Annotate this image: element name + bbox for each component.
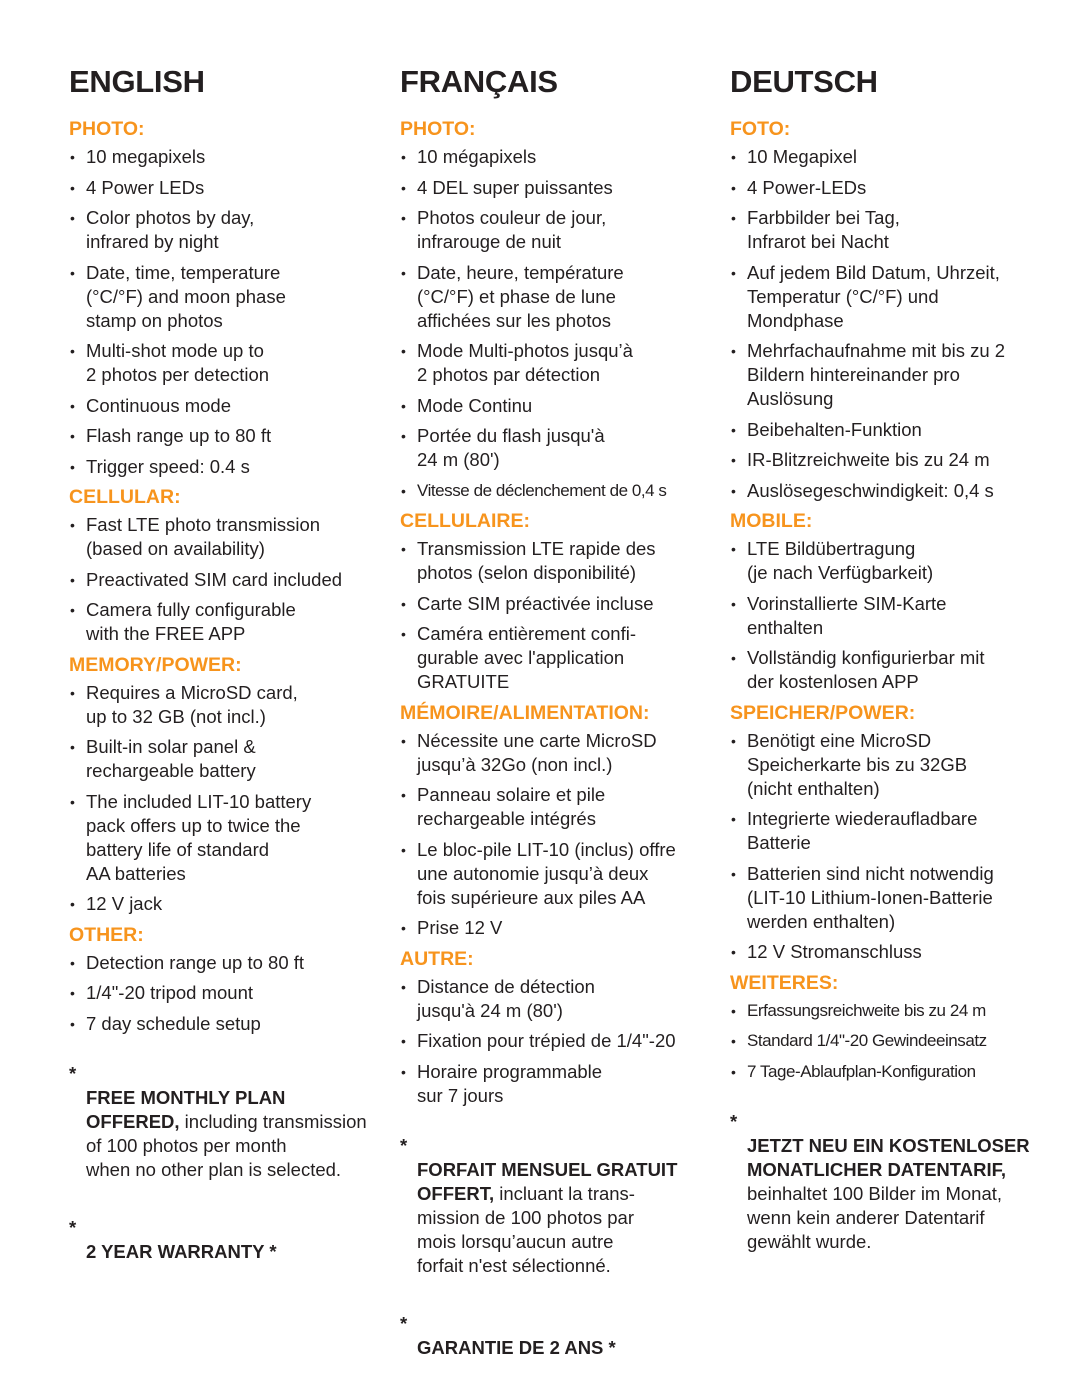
warranty-text: GARANTIE DE 2 ANS *	[417, 1336, 616, 1358]
bullet-icon: •	[70, 793, 75, 810]
list-item-text: Flash range up to 80 ft	[86, 425, 272, 446]
warranty-note	[400, 1312, 700, 1360]
list-item-text: Vorinstallierte SIM-Karte enthalten	[747, 592, 947, 638]
section-title: PHOTO:	[69, 118, 145, 140]
bullet-icon: •	[70, 517, 75, 533]
bullet-icon: •	[731, 210, 736, 226]
section-photo	[730, 117, 1050, 503]
section-other	[730, 971, 1050, 1084]
asterisk-icon: *	[400, 1312, 408, 1334]
list-item-text: Horaire programmable sur 7 jours	[417, 1060, 603, 1106]
list-item	[400, 783, 700, 831]
bullet-icon: •	[731, 452, 736, 468]
list-item	[69, 513, 369, 561]
warranty-note	[69, 1216, 369, 1264]
section-other	[69, 923, 369, 1036]
bullet-icon: •	[70, 458, 75, 475]
list-item	[400, 592, 700, 616]
list-item	[400, 479, 700, 503]
list-item-text: Auslösegeschwindigkeit: 0,4 s	[747, 479, 994, 501]
list-item	[69, 176, 369, 200]
bullet-icon: •	[401, 428, 406, 444]
bullet-list	[400, 975, 700, 1108]
free-plan-headline: FREE MONTHLY PLAN OFFERED,	[86, 1086, 286, 1132]
list-item-text: 7 day schedule setup	[86, 1012, 261, 1034]
bullet-list	[730, 999, 1050, 1084]
asterisk-icon: *	[69, 1062, 77, 1084]
list-item	[730, 862, 1050, 934]
list-item	[400, 176, 700, 200]
list-item-text: 12 V Stromanschluss	[747, 941, 922, 962]
section-memory-power	[400, 701, 700, 941]
list-item	[69, 790, 369, 886]
list-item	[730, 999, 1050, 1023]
list-item-text: Caméra entièrement confi- gurable avec l'application GRATUITE	[417, 623, 637, 692]
free-plan-note	[730, 1110, 1050, 1254]
bullet-icon: •	[401, 149, 406, 165]
bullet-icon: •	[401, 482, 406, 499]
bullet-list	[730, 537, 1050, 694]
list-item	[400, 206, 700, 254]
section-memory-power	[69, 653, 369, 917]
list-item	[69, 568, 369, 592]
section-title: AUTRE:	[400, 947, 474, 970]
list-item	[69, 145, 369, 169]
bullet-icon: •	[731, 149, 736, 165]
list-item-text: Camera fully configurable with the FREE APP	[86, 599, 296, 644]
bullet-icon: •	[731, 343, 736, 359]
list-item	[730, 339, 1050, 411]
list-item	[400, 145, 700, 169]
list-item	[400, 394, 700, 418]
bullet-icon: •	[731, 421, 736, 438]
list-item	[400, 622, 700, 694]
free-plan-details: incluant la trans- mission de 100 photos par mois lorsqu’aucun autre forfait n'est sélectionné.	[417, 1182, 635, 1276]
list-item	[400, 1060, 700, 1108]
bullet-icon: •	[401, 343, 406, 359]
list-item	[730, 206, 1050, 254]
bullet-icon: •	[70, 985, 75, 1001]
list-item-text: Photos couleur de jour, infrarouge de nuit	[417, 207, 607, 252]
bullet-list	[69, 681, 369, 917]
list-item	[730, 176, 1050, 200]
bullet-icon: •	[401, 541, 406, 557]
column-title-english: ENGLISH	[69, 64, 205, 99]
list-item	[730, 1060, 1050, 1084]
bullet-icon: •	[401, 210, 406, 226]
list-item-text: LTE Bildübertragung (je nach Verfügbarkeit)	[747, 538, 934, 583]
list-item-text: Continuous mode	[86, 394, 232, 416]
section-cellular	[69, 485, 369, 646]
bullet-list	[400, 729, 700, 941]
list-item-text: 7 Tage-Ablaufplan-Konfiguration	[747, 1061, 976, 1081]
list-item	[730, 261, 1050, 333]
bullet-icon: •	[731, 1033, 736, 1049]
bullet-icon: •	[731, 944, 736, 960]
list-item-text: Mode Continu	[417, 394, 533, 416]
bullet-icon: •	[731, 179, 736, 196]
bullet-icon: •	[731, 1002, 736, 1019]
section-title: MOBILE:	[730, 510, 813, 532]
list-item	[69, 339, 369, 387]
bullet-icon: •	[401, 978, 406, 995]
list-item	[730, 145, 1050, 169]
list-item-text: Vitesse de déclenchement de 0,4 s	[417, 480, 667, 500]
section-photo	[400, 117, 700, 503]
list-item	[400, 537, 700, 585]
bullet-icon: •	[70, 684, 75, 701]
bullet-list	[730, 729, 1050, 965]
column-french	[400, 62, 700, 1360]
bullet-icon: •	[401, 626, 406, 642]
bullet-icon: •	[70, 210, 75, 226]
warranty-text: 2 YEAR WARRANTY *	[86, 1240, 277, 1262]
section-memory-power	[730, 701, 1050, 965]
section-title: PHOTO:	[400, 118, 476, 140]
asterisk-icon: *	[400, 1134, 408, 1156]
bullet-icon: •	[70, 397, 75, 414]
bullet-icon: •	[401, 1063, 406, 1080]
bullet-icon: •	[401, 732, 406, 749]
list-item-text: Trigger speed: 0.4 s	[86, 455, 250, 477]
bullet-icon: •	[401, 179, 406, 196]
list-item	[69, 424, 369, 448]
list-item	[400, 838, 700, 910]
bullet-icon: •	[401, 1033, 406, 1049]
list-item-text: 12 V jack	[86, 893, 163, 914]
list-item-text: Integrierte wiederaufladbare Batterie	[747, 808, 978, 853]
list-item	[730, 479, 1050, 503]
section-other	[400, 947, 700, 1108]
list-item-text: Detection range up to 80 ft	[86, 951, 305, 973]
bullet-icon: •	[731, 541, 736, 557]
list-item-text: 10 Megapixel	[747, 146, 858, 167]
list-item	[730, 418, 1050, 442]
bullet-icon: •	[70, 343, 75, 359]
bullet-icon: •	[70, 602, 75, 618]
list-item	[400, 339, 700, 387]
list-item	[730, 646, 1050, 694]
section-title: SPEICHER/POWER:	[730, 701, 916, 724]
list-item-text: Panneau solaire et pile rechargeable intégrés	[417, 784, 606, 829]
bullet-icon: •	[731, 650, 736, 666]
section-title: WEITERES:	[730, 971, 839, 994]
bullet-list	[400, 145, 700, 503]
bullet-icon: •	[401, 787, 406, 803]
list-item-text: Batterien sind nicht notwendig (LIT-10 Lithium-Ionen-Batterie werden enthalten)	[747, 862, 994, 932]
section-title: MEMORY/POWER:	[69, 653, 242, 676]
list-item	[400, 1029, 700, 1053]
bullet-icon: •	[70, 428, 75, 444]
list-item	[400, 729, 700, 777]
free-plan-headline: FORFAIT MENSUEL GRATUIT OFFERT,	[417, 1158, 678, 1204]
list-item-text: Color photos by day, infrared by night	[86, 207, 255, 252]
list-item-text: Le bloc-pile LIT-10 (inclus) offre une autonomie jusqu’à deux fois supérieure aux piles AA	[417, 838, 676, 908]
list-item-text: Mehrfachaufnahme mit bis zu 2 Bildern hintereinander pro Auslösung	[747, 340, 1006, 409]
column-title-german: DEUTSCH	[730, 64, 878, 99]
list-item-text: Auf jedem Bild Datum, Uhrzeit, Temperatur (°C/°F) und Mondphase	[747, 261, 1000, 331]
bullet-list	[69, 951, 369, 1036]
free-plan-headline: JETZT NEU EIN KOSTENLOSER MONATLICHER DATENTARIF,	[747, 1134, 1030, 1180]
list-item-text: Transmission LTE rapide des photos (selon disponibilité)	[417, 538, 656, 583]
section-title: CELLULAR:	[69, 486, 181, 508]
list-item-text: Benötigt eine MicroSD Speicherkarte bis zu 32GB (nicht enthalten)	[747, 729, 968, 799]
list-item-text: Preactivated SIM card included	[86, 568, 343, 590]
section-cellular	[400, 509, 700, 694]
list-item-text: Date, time, temperature (°C/°F) and moon phase stamp on photos	[86, 261, 286, 331]
list-item	[400, 261, 700, 333]
list-item-text: 4 Power-LEDs	[747, 176, 867, 198]
column-english	[69, 62, 369, 1264]
section-title: OTHER:	[69, 923, 144, 946]
bullet-icon: •	[70, 954, 75, 971]
list-item-text: 1/4"-20 tripod mount	[86, 982, 253, 1003]
section-title: MÉMOIRE/ALIMENTATION:	[400, 701, 650, 724]
list-item	[69, 261, 369, 333]
list-item-text: Date, heure, température (°C/°F) et phase de lune affichées sur les photos	[417, 261, 624, 331]
bullet-list	[730, 145, 1050, 503]
list-item	[730, 807, 1050, 855]
list-item-text: Nécessite une carte MicroSD jusqu’à 32Go (non incl.)	[417, 729, 657, 775]
list-item	[69, 951, 369, 975]
list-item-text: Built-in solar panel & rechargeable battery	[86, 736, 256, 781]
bullet-icon: •	[70, 149, 75, 165]
bullet-list	[69, 145, 369, 479]
list-item-text: Portée du flash jusqu'à 24 m (80')	[417, 425, 605, 470]
free-plan-note	[400, 1134, 700, 1278]
bullet-icon: •	[401, 397, 406, 414]
bullet-icon: •	[731, 264, 736, 281]
list-item-text: Mode Multi-photos jusqu’à 2 photos par détection	[417, 340, 633, 385]
list-item-text: 10 mégapixels	[417, 146, 537, 167]
list-item	[730, 940, 1050, 964]
list-item-text: Prise 12 V	[417, 917, 503, 938]
list-item-text: Vollständig konfigurierbar mit der kostenlosen APP	[747, 647, 985, 692]
section-title: FOTO:	[730, 118, 791, 140]
free-plan-note	[69, 1062, 369, 1182]
bullet-icon: •	[70, 179, 75, 196]
bullet-icon: •	[70, 1015, 75, 1032]
list-item	[730, 729, 1050, 801]
list-item	[400, 975, 700, 1023]
asterisk-icon: *	[730, 1110, 738, 1132]
bullet-icon: •	[731, 732, 736, 749]
list-item	[730, 592, 1050, 640]
list-item	[69, 1012, 369, 1036]
bullet-icon: •	[401, 920, 406, 936]
bullet-icon: •	[70, 896, 75, 912]
list-item	[69, 735, 369, 783]
list-item	[69, 455, 369, 479]
bullet-icon: •	[731, 865, 736, 882]
list-item-text: Beibehalten-Funktion	[747, 418, 922, 440]
free-plan-details: including transmission of 100 photos per month when no other plan is selected.	[86, 1110, 367, 1180]
list-item-text: Requires a MicroSD card, up to 32 GB (not incl.)	[86, 681, 298, 727]
bullet-icon: •	[731, 1063, 736, 1080]
section-title: CELLULAIRE:	[400, 510, 530, 532]
list-item-text: Carte SIM préactivée incluse	[417, 592, 654, 614]
list-item-text: Fast LTE photo transmission (based on availability)	[86, 514, 321, 559]
section-cellular	[730, 509, 1050, 694]
list-item-text: 10 megapixels	[86, 146, 206, 167]
section-photo	[69, 117, 369, 479]
bullet-icon: •	[731, 811, 736, 827]
list-item	[69, 892, 369, 916]
bullet-icon: •	[70, 571, 75, 588]
list-item-text: Standard 1/4"-20 Gewindeeinsatz	[747, 1031, 987, 1050]
list-item	[69, 394, 369, 418]
bullet-icon: •	[731, 595, 736, 612]
list-item	[730, 1029, 1050, 1053]
list-item-text: Multi-shot mode up to 2 photos per detection	[86, 340, 270, 385]
list-item-text: 4 DEL super puissantes	[417, 176, 613, 198]
bullet-icon: •	[401, 595, 406, 612]
column-title-french: FRANÇAIS	[400, 64, 558, 99]
list-item	[69, 681, 369, 729]
list-item-text: Erfassungsreichweite bis zu 24 m	[747, 1000, 986, 1020]
list-item	[730, 537, 1050, 585]
list-item-text: Farbbilder bei Tag, Infrarot bei Nacht	[747, 207, 900, 252]
list-item	[69, 981, 369, 1005]
bullet-icon: •	[70, 264, 75, 281]
free-plan-details: beinhaltet 100 Bilder im Monat, wenn kein anderer Datentarif gewählt wurde.	[747, 1182, 1003, 1252]
bullet-list	[69, 513, 369, 646]
list-item	[69, 206, 369, 254]
list-item-text: Distance de détection jusqu'à 24 m (80')	[417, 975, 595, 1021]
list-item-text: Fixation pour trépied de 1/4"-20	[417, 1030, 676, 1051]
column-german	[730, 62, 1050, 1254]
bullet-icon: •	[731, 482, 736, 499]
list-item-text: 4 Power LEDs	[86, 176, 205, 198]
asterisk-icon: *	[69, 1216, 77, 1238]
list-item	[69, 598, 369, 646]
list-item-text: IR-Blitzreichweite bis zu 24 m	[747, 449, 990, 470]
bullet-icon: •	[401, 841, 406, 858]
list-item	[400, 424, 700, 472]
bullet-list	[400, 537, 700, 694]
bullet-icon: •	[401, 264, 406, 281]
bullet-icon: •	[70, 739, 75, 755]
list-item-text: The included LIT-10 battery pack offers up to twice the battery life of standard AA batteries	[86, 790, 312, 884]
list-item	[400, 916, 700, 940]
list-item	[730, 448, 1050, 472]
